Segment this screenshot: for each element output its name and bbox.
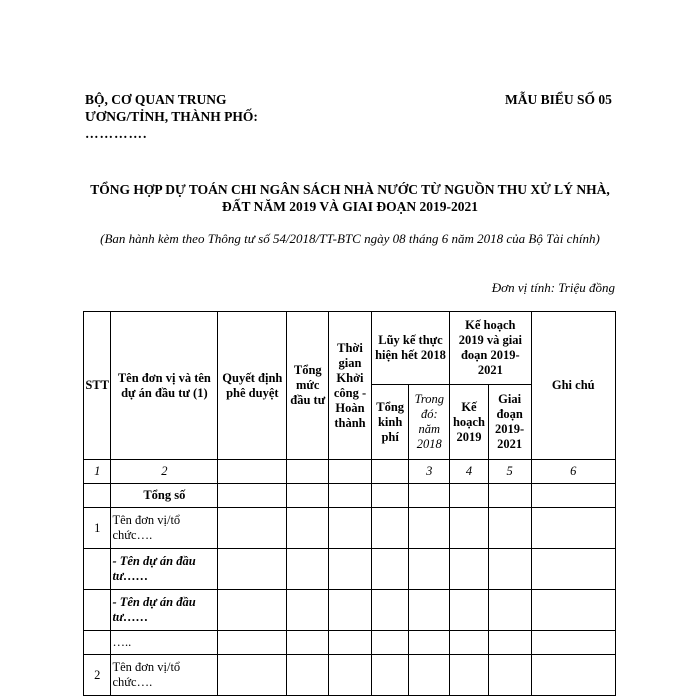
header-row-1 (84, 312, 616, 385)
empty-cell (218, 655, 287, 696)
row-stt (84, 631, 111, 655)
table-row (84, 655, 616, 696)
empty-cell (409, 484, 450, 508)
empty-cell (450, 508, 489, 549)
empty-cell (488, 549, 531, 590)
total-label: Tổng số (111, 484, 218, 508)
table-row (84, 549, 616, 590)
empty-cell (450, 590, 489, 631)
col-plan: Kế hoạch 2019 và giai đoạn 2019-2021 (450, 312, 531, 385)
agency-line-2: ƯƠNG/TỈNH, THÀNH PHỐ: (85, 109, 258, 124)
empty-cell (329, 549, 372, 590)
form-number: MẪU BIỂU SỐ 05 (505, 92, 612, 107)
empty-cell (287, 549, 329, 590)
col-cum-2018: Trong đó: năm 2018 (409, 385, 450, 460)
col-cum-total: Tổng kinh phí (371, 385, 409, 460)
empty-cell (488, 484, 531, 508)
row-name: - Tên dự án đầu tư…… (111, 590, 218, 631)
empty-cell (218, 508, 287, 549)
empty-cell (488, 590, 531, 631)
index-cell (287, 460, 329, 484)
empty-cell (531, 655, 616, 696)
col-cumulative: Lũy kế thực hiện hết 2018 (371, 312, 449, 385)
empty-cell (409, 508, 450, 549)
empty-cell (488, 655, 531, 696)
index-cell: 5 (488, 460, 531, 484)
empty-cell (531, 549, 616, 590)
empty-cell (371, 655, 409, 696)
col-note: Ghi chú (531, 312, 616, 460)
col-decision: Quyết định phê duyệt (218, 312, 287, 460)
empty-cell (531, 631, 616, 655)
row-name: - Tên dự án đầu tư…… (111, 549, 218, 590)
empty-cell (409, 590, 450, 631)
empty-cell (409, 631, 450, 655)
agency-line-3: …………. (85, 126, 148, 141)
row-stt (84, 590, 111, 631)
empty-cell (488, 631, 531, 655)
index-cell: 4 (450, 460, 489, 484)
col-plan-period: Giai đoạn 2019-2021 (488, 385, 531, 460)
empty-cell (287, 484, 329, 508)
empty-cell (329, 590, 372, 631)
table-row (84, 508, 616, 549)
index-cell: 3 (409, 460, 450, 484)
row-stt: 2 (84, 655, 111, 696)
col-total-level: Tổng mức đầu tư (287, 312, 329, 460)
empty-cell (531, 508, 616, 549)
budget-table (83, 311, 616, 696)
row-name: Tên đơn vị/tổ chức…. (111, 508, 218, 549)
empty-cell (531, 590, 616, 631)
col-stt: STT (84, 312, 111, 460)
row-name: Tên đơn vị/tổ chức…. (111, 655, 218, 696)
row-stt (84, 549, 111, 590)
index-row (84, 460, 616, 484)
index-cell (329, 460, 372, 484)
empty-cell (371, 508, 409, 549)
empty-cell (218, 484, 287, 508)
empty-cell (450, 484, 489, 508)
index-cell (371, 460, 409, 484)
empty-cell (218, 549, 287, 590)
empty-cell (287, 655, 329, 696)
col-plan-2019: Kế hoạch 2019 (450, 385, 489, 460)
empty-cell (450, 655, 489, 696)
empty-cell (329, 655, 372, 696)
empty-cell (218, 631, 287, 655)
empty-cell (287, 590, 329, 631)
unit-label: Đơn vị tính: Triệu đồng (491, 280, 615, 295)
empty-cell (287, 508, 329, 549)
empty-cell (329, 484, 372, 508)
agency-header (85, 91, 325, 142)
empty-cell (287, 631, 329, 655)
agency-line-1: BỘ, CƠ QUAN TRUNG (85, 92, 227, 107)
empty-cell (329, 508, 372, 549)
index-cell: 6 (531, 460, 616, 484)
document-title: TỔNG HỢP DỰ TOÁN CHI NGÂN SÁCH NHÀ NƯỚC TỪ NGUỒN THU XỬ LÝ NHÀ, ĐẤT NĂM 2019 VÀ GIAI ĐOẠN 2019-2021 (90, 182, 610, 214)
empty-cell (450, 549, 489, 590)
table-row (84, 631, 616, 655)
index-cell: 2 (111, 460, 218, 484)
total-row (84, 484, 616, 508)
col-time: Thời gian Khởi công - Hoàn thành (329, 312, 372, 460)
col-name: Tên đơn vị và tên dự án đầu tư (1) (111, 312, 218, 460)
row-stt: 1 (84, 508, 111, 549)
table-row (84, 590, 616, 631)
empty-cell (329, 631, 372, 655)
empty-cell (84, 484, 111, 508)
index-cell: 1 (84, 460, 111, 484)
row-name: ….. (111, 631, 218, 655)
index-cell (218, 460, 287, 484)
empty-cell (371, 484, 409, 508)
empty-cell (409, 549, 450, 590)
empty-cell (488, 508, 531, 549)
empty-cell (531, 484, 616, 508)
empty-cell (371, 549, 409, 590)
empty-cell (371, 631, 409, 655)
empty-cell (371, 590, 409, 631)
empty-cell (450, 631, 489, 655)
empty-cell (218, 590, 287, 631)
empty-cell (409, 655, 450, 696)
document-subtitle: (Ban hành kèm theo Thông tư số 54/2018/TT-BTC ngày 08 tháng 6 năm 2018 của Bộ Tài chính) (100, 231, 600, 246)
